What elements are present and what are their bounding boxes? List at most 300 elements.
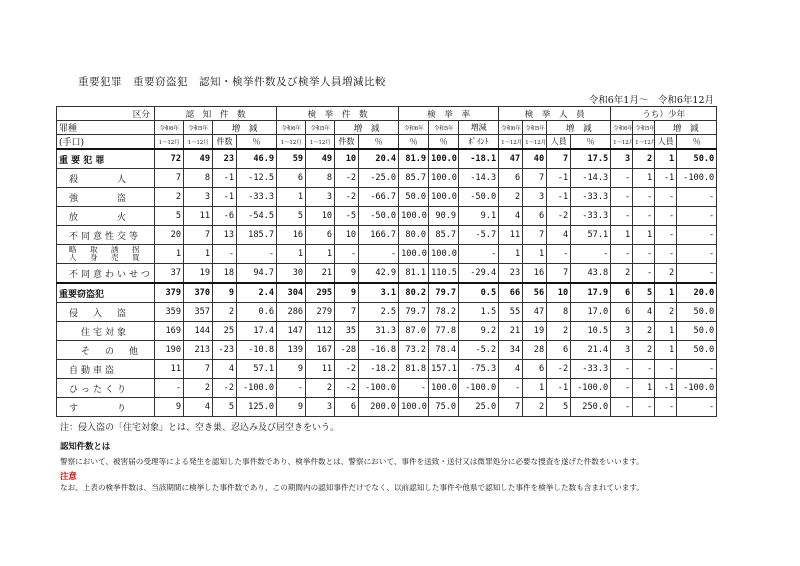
- table-cell: -: [633, 245, 655, 264]
- table-cell: -5.2: [459, 341, 499, 360]
- table-cell: 2: [633, 341, 655, 360]
- table-cell: -1: [213, 188, 237, 207]
- table-cell: -18.2: [359, 360, 399, 379]
- table-cell: 30: [277, 264, 306, 284]
- table-cell: -50.0: [459, 188, 499, 207]
- table-cell: 21: [306, 264, 335, 284]
- row-label: 不同意性交等: [57, 226, 155, 245]
- table-cell: 18: [213, 264, 237, 284]
- table-cell: 279: [306, 303, 335, 322]
- table-cell: 1: [277, 188, 306, 207]
- row-label: 侵 入 盗: [57, 303, 155, 322]
- table-cell: -: [335, 245, 359, 264]
- table-cell: 7: [499, 398, 523, 417]
- header-zougen2: 増減: [459, 121, 499, 135]
- table-cell: -50.0: [359, 207, 399, 226]
- table-cell: -: [677, 245, 717, 264]
- header-percent: ％: [399, 135, 429, 150]
- table-cell: 250.0: [571, 398, 611, 417]
- table-cell: 2: [611, 264, 633, 284]
- header-row-units: [57, 135, 717, 150]
- table-cell: 6: [523, 207, 547, 226]
- table-cell: 2: [499, 188, 523, 207]
- table-cell: -: [611, 398, 633, 417]
- table-cell: 6: [277, 169, 306, 188]
- table-cell: 9: [213, 283, 237, 303]
- header-percent: ％: [237, 135, 277, 150]
- table-cell: 6: [611, 303, 633, 322]
- table-cell: -: [677, 188, 717, 207]
- header-zougen: 増 減: [547, 121, 611, 135]
- table-cell: -33.3: [237, 188, 277, 207]
- table-row: [57, 188, 717, 207]
- table-cell: 304: [277, 283, 306, 303]
- table-cell: -1: [547, 379, 571, 398]
- table-cell: 43.8: [571, 264, 611, 284]
- table-cell: 7: [547, 264, 571, 284]
- table-cell: 4: [213, 360, 237, 379]
- table-cell: -10.8: [237, 341, 277, 360]
- table-cell: 79.7: [429, 283, 459, 303]
- table-cell: 2: [547, 322, 571, 341]
- table-cell: -25.0: [359, 169, 399, 188]
- table-cell: 78.4: [429, 341, 459, 360]
- table-cell: 2.5: [359, 303, 399, 322]
- table-cell: 11: [155, 360, 184, 379]
- table-cell: 23: [499, 264, 523, 284]
- row-label: 重 要 犯 罪: [57, 149, 155, 169]
- table-cell: 1: [184, 245, 213, 264]
- header-zougen: 増 減: [335, 121, 399, 135]
- table-row: [57, 379, 717, 398]
- table-cell: 1: [277, 245, 306, 264]
- header-kensu: 件数: [335, 135, 359, 150]
- table-cell: 10.5: [571, 322, 611, 341]
- header-group-ninchi: 認 知 件 数: [155, 107, 277, 121]
- table-cell: 72: [155, 149, 184, 169]
- table-cell: 7: [547, 149, 571, 169]
- header-months: 1～12月: [277, 135, 306, 150]
- table-cell: 79.7: [399, 303, 429, 322]
- header-group-kenkyo-ritsu: 検 挙 率: [399, 107, 499, 121]
- table-cell: 144: [184, 322, 213, 341]
- table-cell: 4: [184, 398, 213, 417]
- table-cell: 50.0: [399, 188, 429, 207]
- table-cell: 9.2: [459, 322, 499, 341]
- table-cell: 190: [155, 341, 184, 360]
- table-cell: 166.7: [359, 226, 399, 245]
- table-cell: 13: [213, 226, 237, 245]
- table-cell: 6: [335, 398, 359, 417]
- table-cell: 47: [523, 303, 547, 322]
- table-cell: 1.5: [459, 303, 499, 322]
- table-cell: 78.2: [429, 303, 459, 322]
- row-label: 放 火: [57, 207, 155, 226]
- document-title: 重要犯罪 重要窃盗犯 認知・検挙件数及び検挙人員増減比較: [78, 76, 386, 88]
- table-cell: 9: [335, 283, 359, 303]
- table-cell: -: [237, 245, 277, 264]
- header-r5: 令和5年: [306, 121, 335, 135]
- table-cell: 100.0: [399, 207, 429, 226]
- table-cell: -1: [655, 169, 677, 188]
- table-cell: 6: [499, 169, 523, 188]
- table-cell: 2: [155, 188, 184, 207]
- table-cell: -5: [335, 207, 359, 226]
- row-label: 自動車盗: [57, 360, 155, 379]
- table-cell: -2: [335, 379, 359, 398]
- table-cell: 5: [277, 207, 306, 226]
- table-cell: 6: [547, 341, 571, 360]
- table-cell: -2: [335, 360, 359, 379]
- table-cell: 295: [306, 283, 335, 303]
- header-zougen: 増 減: [655, 121, 717, 135]
- table-cell: 7: [523, 169, 547, 188]
- table-row: [57, 322, 717, 341]
- table-cell: 19: [523, 322, 547, 341]
- row-label: 強 盗: [57, 188, 155, 207]
- table-cell: 1: [633, 169, 655, 188]
- table-cell: 85.7: [429, 226, 459, 245]
- table-cell: -: [677, 226, 717, 245]
- table-cell: 80.2: [399, 283, 429, 303]
- table-cell: 50.0: [677, 303, 717, 322]
- table-row: [57, 283, 717, 303]
- header-months: 1～12月: [523, 135, 547, 150]
- table-cell: 1: [655, 341, 677, 360]
- header-group-kenkyo-jinin: 検 挙 人 員: [499, 107, 611, 121]
- table-cell: 20.0: [677, 283, 717, 303]
- table-cell: 21.4: [571, 341, 611, 360]
- table-cell: -: [633, 207, 655, 226]
- table-cell: -1: [547, 169, 571, 188]
- table-cell: 0.5: [459, 283, 499, 303]
- table-cell: 3: [306, 188, 335, 207]
- table-cell: -100.0: [571, 379, 611, 398]
- table-cell: -: [459, 245, 499, 264]
- table-cell: -: [655, 360, 677, 379]
- table-cell: -2: [335, 169, 359, 188]
- table-cell: 17.0: [571, 303, 611, 322]
- row-label: 重要窃盗犯: [57, 283, 155, 303]
- table-cell: 0.6: [237, 303, 277, 322]
- header-months: 1～12月: [611, 135, 633, 150]
- table-cell: -1: [213, 169, 237, 188]
- period-label: 令和6年1月～ 令和6年12月: [588, 95, 714, 106]
- table-cell: -: [655, 398, 677, 417]
- table-cell: 2.4: [237, 283, 277, 303]
- table-cell: 25.0: [459, 398, 499, 417]
- table-cell: 5: [155, 207, 184, 226]
- table-cell: -28: [335, 341, 359, 360]
- table-row: [57, 149, 717, 169]
- table-cell: 50.0: [677, 322, 717, 341]
- table-cell: 17.9: [571, 283, 611, 303]
- table-cell: 100.0: [429, 245, 459, 264]
- table-cell: 379: [155, 283, 184, 303]
- table-cell: 9: [277, 398, 306, 417]
- header-r5: 令和5年: [429, 121, 459, 135]
- table-cell: 21: [499, 322, 523, 341]
- table-row: [57, 207, 717, 226]
- table-cell: -: [611, 245, 633, 264]
- table-cell: 81.1: [399, 264, 429, 284]
- table-cell: 2: [633, 322, 655, 341]
- header-r6: 令和6年: [399, 121, 429, 135]
- table-cell: 50.0: [677, 149, 717, 169]
- table-cell: -16.8: [359, 341, 399, 360]
- table-cell: -100.0: [677, 169, 717, 188]
- header-zaishu: 罪種: [57, 121, 155, 135]
- table-cell: 213: [184, 341, 213, 360]
- table-cell: 169: [155, 322, 184, 341]
- table-cell: -: [633, 188, 655, 207]
- table-cell: 11: [306, 360, 335, 379]
- header-months: 1～12月: [499, 135, 523, 150]
- table-cell: 1: [523, 245, 547, 264]
- table-cell: 6: [611, 283, 633, 303]
- table-cell: -54.5: [237, 207, 277, 226]
- table-cell: 100.0: [399, 245, 429, 264]
- header-percent: ％: [677, 135, 717, 150]
- table-row: [57, 226, 717, 245]
- table-cell: 110.5: [429, 264, 459, 284]
- table-cell: 1: [611, 226, 633, 245]
- table-cell: 1: [155, 245, 184, 264]
- table-cell: 3: [611, 322, 633, 341]
- table-cell: 57.1: [237, 360, 277, 379]
- table-cell: 5: [213, 398, 237, 417]
- table-cell: 10: [335, 226, 359, 245]
- table-row: [57, 341, 717, 360]
- table-cell: 4: [499, 207, 523, 226]
- table-cell: -: [611, 360, 633, 379]
- table-cell: 8: [306, 169, 335, 188]
- table-cell: -2: [547, 207, 571, 226]
- table-cell: 66: [499, 283, 523, 303]
- table-cell: -: [677, 264, 717, 284]
- table-cell: -: [611, 207, 633, 226]
- table-cell: 3: [306, 398, 335, 417]
- table-cell: 25: [213, 322, 237, 341]
- header-r5: 令和5年: [184, 121, 213, 135]
- table-cell: 4: [547, 226, 571, 245]
- table-cell: 57.1: [571, 226, 611, 245]
- table-cell: 4: [633, 303, 655, 322]
- table-cell: 20: [155, 226, 184, 245]
- table-cell: 7: [523, 226, 547, 245]
- table-cell: 11: [499, 226, 523, 245]
- header-kubun: 区分: [57, 107, 155, 121]
- table-cell: -: [399, 379, 429, 398]
- definition-text: 警察において、被害届の受理等による発生を認知した事件数であり、検挙件数とは、警察において、事件を送致・送付又は微罪処分に必要な捜査を遂げた件数をいいます。: [60, 457, 644, 466]
- table-cell: 3: [184, 188, 213, 207]
- table-cell: 2: [655, 264, 677, 284]
- table-cell: 8: [547, 303, 571, 322]
- table-cell: 7: [184, 226, 213, 245]
- table-cell: -: [655, 188, 677, 207]
- table-cell: 42.9: [359, 264, 399, 284]
- table-cell: 112: [306, 322, 335, 341]
- table-cell: 157.1: [429, 360, 459, 379]
- table-cell: -: [611, 188, 633, 207]
- table-cell: -66.7: [359, 188, 399, 207]
- header-kensu: 件数: [213, 135, 237, 150]
- table-cell: 20.4: [359, 149, 399, 169]
- table-cell: -: [611, 169, 633, 188]
- table-cell: -: [633, 360, 655, 379]
- table-cell: 9: [335, 264, 359, 284]
- header-point: ﾎﾟｲﾝﾄ: [459, 135, 499, 150]
- table-cell: -: [677, 398, 717, 417]
- table-cell: 19: [184, 264, 213, 284]
- caution-heading: 注意: [60, 471, 77, 481]
- table-cell: 1: [523, 379, 547, 398]
- table-cell: 50.0: [677, 341, 717, 360]
- table-cell: 34: [499, 341, 523, 360]
- table-cell: 9: [277, 360, 306, 379]
- table-cell: 4: [499, 360, 523, 379]
- header-row-years: [57, 121, 717, 135]
- table-cell: -: [547, 245, 571, 264]
- table-cell: -: [499, 379, 523, 398]
- table-cell: -33.3: [571, 207, 611, 226]
- table-cell: 17.5: [571, 149, 611, 169]
- table-cell: 1: [655, 149, 677, 169]
- table-cell: 5: [547, 398, 571, 417]
- table-cell: -14.3: [459, 169, 499, 188]
- table-cell: -: [155, 379, 184, 398]
- row-label: 住宅対象: [57, 322, 155, 341]
- table-cell: 2: [523, 398, 547, 417]
- table-cell: 10: [306, 207, 335, 226]
- table-cell: -: [611, 379, 633, 398]
- table-cell: 5: [633, 283, 655, 303]
- table-cell: -100.0: [237, 379, 277, 398]
- table-cell: 100.0: [429, 379, 459, 398]
- header-jinin: 人員: [655, 135, 677, 150]
- table-cell: -: [677, 360, 717, 379]
- table-cell: 1: [306, 245, 335, 264]
- row-label: そ の 他: [57, 341, 155, 360]
- table-cell: 8: [184, 169, 213, 188]
- table-cell: -2: [547, 360, 571, 379]
- header-months: 1～12月: [155, 135, 184, 150]
- table-cell: 49: [184, 149, 213, 169]
- table-cell: -33.3: [571, 188, 611, 207]
- definition-heading: 認知件数とは: [60, 441, 111, 451]
- table-cell: 359: [155, 303, 184, 322]
- table-cell: -: [655, 245, 677, 264]
- table-cell: -12.5: [237, 169, 277, 188]
- table-cell: 7: [184, 360, 213, 379]
- header-percent: ％: [429, 135, 459, 150]
- table-cell: 100.0: [429, 149, 459, 169]
- table-cell: 2: [184, 379, 213, 398]
- header-percent: ％: [359, 135, 399, 150]
- row-label: 殺 人: [57, 169, 155, 188]
- table-cell: 167: [306, 341, 335, 360]
- table-cell: 31.3: [359, 322, 399, 341]
- crime-statistics-table: [56, 106, 717, 417]
- table-cell: 3: [611, 341, 633, 360]
- table-cell: 7: [155, 169, 184, 188]
- table-cell: 11: [184, 207, 213, 226]
- table-cell: -100.0: [677, 379, 717, 398]
- table-cell: 46.9: [237, 149, 277, 169]
- table-cell: 17.4: [237, 322, 277, 341]
- header-r6: 令和6年: [155, 121, 184, 135]
- table-row: [57, 264, 717, 284]
- table-cell: 87.0: [399, 322, 429, 341]
- table-cell: 2: [213, 303, 237, 322]
- table-cell: 2: [655, 303, 677, 322]
- table-cell: 40: [523, 149, 547, 169]
- table-cell: 73.2: [399, 341, 429, 360]
- table-cell: -100.0: [459, 379, 499, 398]
- table-cell: 9: [155, 398, 184, 417]
- header-row-groups: [57, 107, 717, 121]
- table-cell: -2: [335, 188, 359, 207]
- header-r6: 令和6年: [499, 121, 523, 135]
- table-cell: 56: [523, 283, 547, 303]
- table-cell: 3.1: [359, 283, 399, 303]
- table-cell: 370: [184, 283, 213, 303]
- table-cell: 2: [633, 149, 655, 169]
- table-cell: -: [359, 245, 399, 264]
- table-cell: -1: [655, 379, 677, 398]
- table-cell: 2: [306, 379, 335, 398]
- caution-text: なお、上表の検挙件数は、当該期間に検挙した事件数であり、この期間内の認知事件だけでなく、以前認知した事件や他県で認知した事件を検挙した数も含まれています。: [60, 483, 644, 492]
- header-r5: 令和5年: [633, 121, 655, 135]
- header-months: 1～12月: [184, 135, 213, 150]
- table-cell: 81.8: [399, 360, 429, 379]
- table-cell: 286: [277, 303, 306, 322]
- table-row: [57, 303, 717, 322]
- table-cell: 1: [655, 283, 677, 303]
- table-cell: -6: [213, 207, 237, 226]
- table-cell: -2: [213, 379, 237, 398]
- table-cell: 357: [184, 303, 213, 322]
- table-cell: 6: [306, 226, 335, 245]
- table-cell: -33.3: [571, 360, 611, 379]
- table-cell: -: [277, 379, 306, 398]
- table-cell: 49: [306, 149, 335, 169]
- table-cell: 10: [335, 149, 359, 169]
- table-cell: 23: [213, 149, 237, 169]
- table-cell: -5.7: [459, 226, 499, 245]
- table-cell: 94.7: [237, 264, 277, 284]
- table-cell: 9.1: [459, 207, 499, 226]
- table-cell: 200.0: [359, 398, 399, 417]
- table-row: [57, 245, 717, 264]
- header-r5: 令和5年: [523, 121, 547, 135]
- table-cell: 28: [523, 341, 547, 360]
- table-cell: -18.1: [459, 149, 499, 169]
- table-cell: -: [571, 245, 611, 264]
- table-cell: 1: [499, 245, 523, 264]
- header-group-kenkyo-kensu: 検 挙 件 数: [277, 107, 399, 121]
- table-cell: 75.0: [429, 398, 459, 417]
- table-cell: -: [655, 226, 677, 245]
- table-cell: -: [633, 264, 655, 284]
- table-cell: -: [213, 245, 237, 264]
- table-cell: -: [677, 207, 717, 226]
- table-cell: 100.0: [399, 398, 429, 417]
- table-cell: 1: [655, 322, 677, 341]
- table-cell: -100.0: [359, 379, 399, 398]
- header-percent: ％: [571, 135, 611, 150]
- header-teguchi: (手口): [57, 135, 155, 150]
